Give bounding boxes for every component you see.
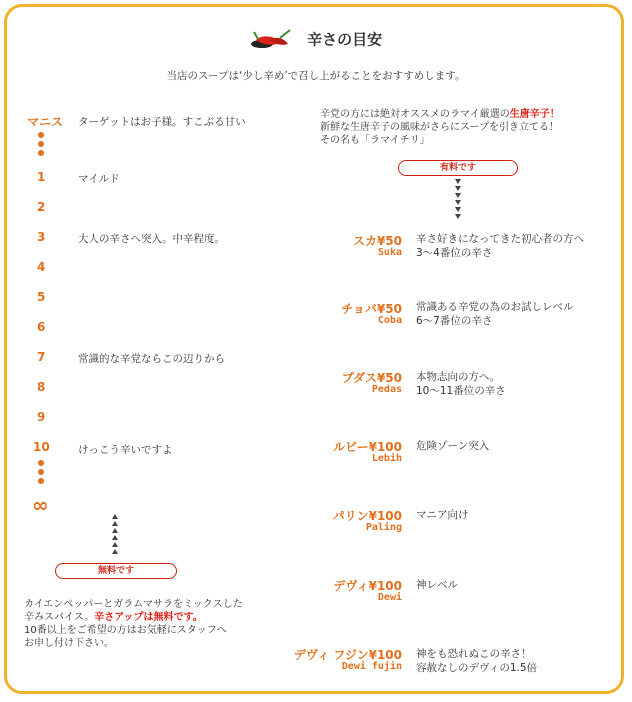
level-desc: 大人の辛さへ突入。中辛程度。: [78, 233, 225, 245]
fresh-chili-note: [320, 108, 620, 147]
paid-level-desc: 神をも恐れぬこの辛さ！ 容赦なしのデヴィの1.5倍: [416, 648, 538, 674]
note-line: 10番以上をご希望の方はお気軽にスタッフへ: [24, 625, 227, 636]
page-title: [0, 28, 632, 50]
ellipsis-dot: [38, 132, 44, 138]
paid-level-desc: マニア向け: [416, 509, 469, 521]
ellipsis-dot: [38, 150, 44, 156]
level-desc: マイルド: [78, 173, 120, 185]
level-desc: けっこう辛いですよ: [78, 444, 173, 456]
level-label: 6: [37, 320, 46, 334]
level-label: 4: [37, 260, 46, 274]
paid-level-roman: Lebih: [371, 453, 402, 464]
level-label: 9: [37, 410, 46, 424]
note-line: お申し付け下さい。: [24, 638, 114, 649]
paid-level-name: デヴィ¥100: [333, 579, 402, 593]
paid-level-name: プダス¥50: [341, 371, 402, 385]
level-label: 10: [33, 440, 50, 454]
level-label: 7: [37, 350, 46, 364]
paid-level-roman: Dewi fujin: [341, 661, 402, 672]
paid-level-desc: 辛さ好きになってきた初心者の方へ 3～4番位の辛さ: [416, 233, 584, 259]
paid-badge: 有料です: [398, 160, 518, 176]
note-line: その名も「ラマイチリ」: [320, 135, 430, 146]
paid-level-roman: Paling: [365, 522, 402, 533]
chili-pepper-icon: [250, 28, 292, 50]
arrow-up-icon: [110, 514, 120, 556]
infinity-symbol: ∞: [32, 493, 49, 517]
level-desc: 常識的な辛党ならこの辺りから: [78, 353, 225, 365]
note-line: 新鮮な生唐辛子の風味がさらにスープを引き立てる！: [320, 122, 559, 133]
paid-level-desc: 神レベル: [416, 579, 458, 591]
level-label: マニス: [27, 115, 64, 129]
subtitle: 当店のスープは‘少し辛め’で召し上がることをおすすめします。: [166, 70, 466, 82]
paid-level-desc: 危険ゾーン突入: [416, 440, 490, 452]
note-line: カイエンペッパーとガラムマサラをミックスした: [24, 599, 243, 610]
paid-level-name: チョバ¥50: [341, 302, 402, 316]
level-label: 1: [37, 170, 46, 184]
level-label: 3: [37, 230, 46, 244]
level-label: 5: [37, 290, 46, 304]
paid-level-name: ルビー¥100: [333, 440, 402, 454]
level-label: 2: [37, 200, 46, 214]
free-badge: 無料です: [55, 563, 177, 579]
note-line: 辛みスパイス。辛さアップは無料です。: [24, 612, 203, 623]
title-text: 辛さの目安: [307, 30, 383, 49]
paid-level-desc: 常識ある辛党の為のお試しレベル 6～7番位の辛さ: [416, 301, 574, 327]
level-label: 8: [37, 380, 46, 394]
paid-level-name: デヴィ フジン¥100: [293, 648, 402, 662]
free-spice-note: [24, 598, 284, 650]
level-desc: ターゲットはお子様。すこぶる甘い: [78, 116, 246, 128]
paid-level-roman: Pedas: [371, 384, 402, 395]
paid-level-desc: 本物志向の方へ。 10～11番位の辛さ: [416, 371, 506, 397]
paid-level-roman: Coba: [377, 315, 402, 326]
paid-level-name: パリン¥100: [332, 509, 402, 523]
note-line: 辛党の方には絶対オススメのラマイ厳選の生唐辛子！: [320, 109, 560, 120]
paid-level-name: スカ¥50: [352, 234, 402, 248]
paid-level-roman: Suka: [377, 247, 402, 258]
ellipsis-dot: [38, 460, 44, 466]
ellipsis-dot: [38, 478, 44, 484]
ellipsis-dot: [38, 141, 44, 147]
paid-level-roman: Dewi: [377, 592, 402, 603]
ellipsis-dot: [38, 469, 44, 475]
arrow-down-icon: [453, 179, 463, 221]
